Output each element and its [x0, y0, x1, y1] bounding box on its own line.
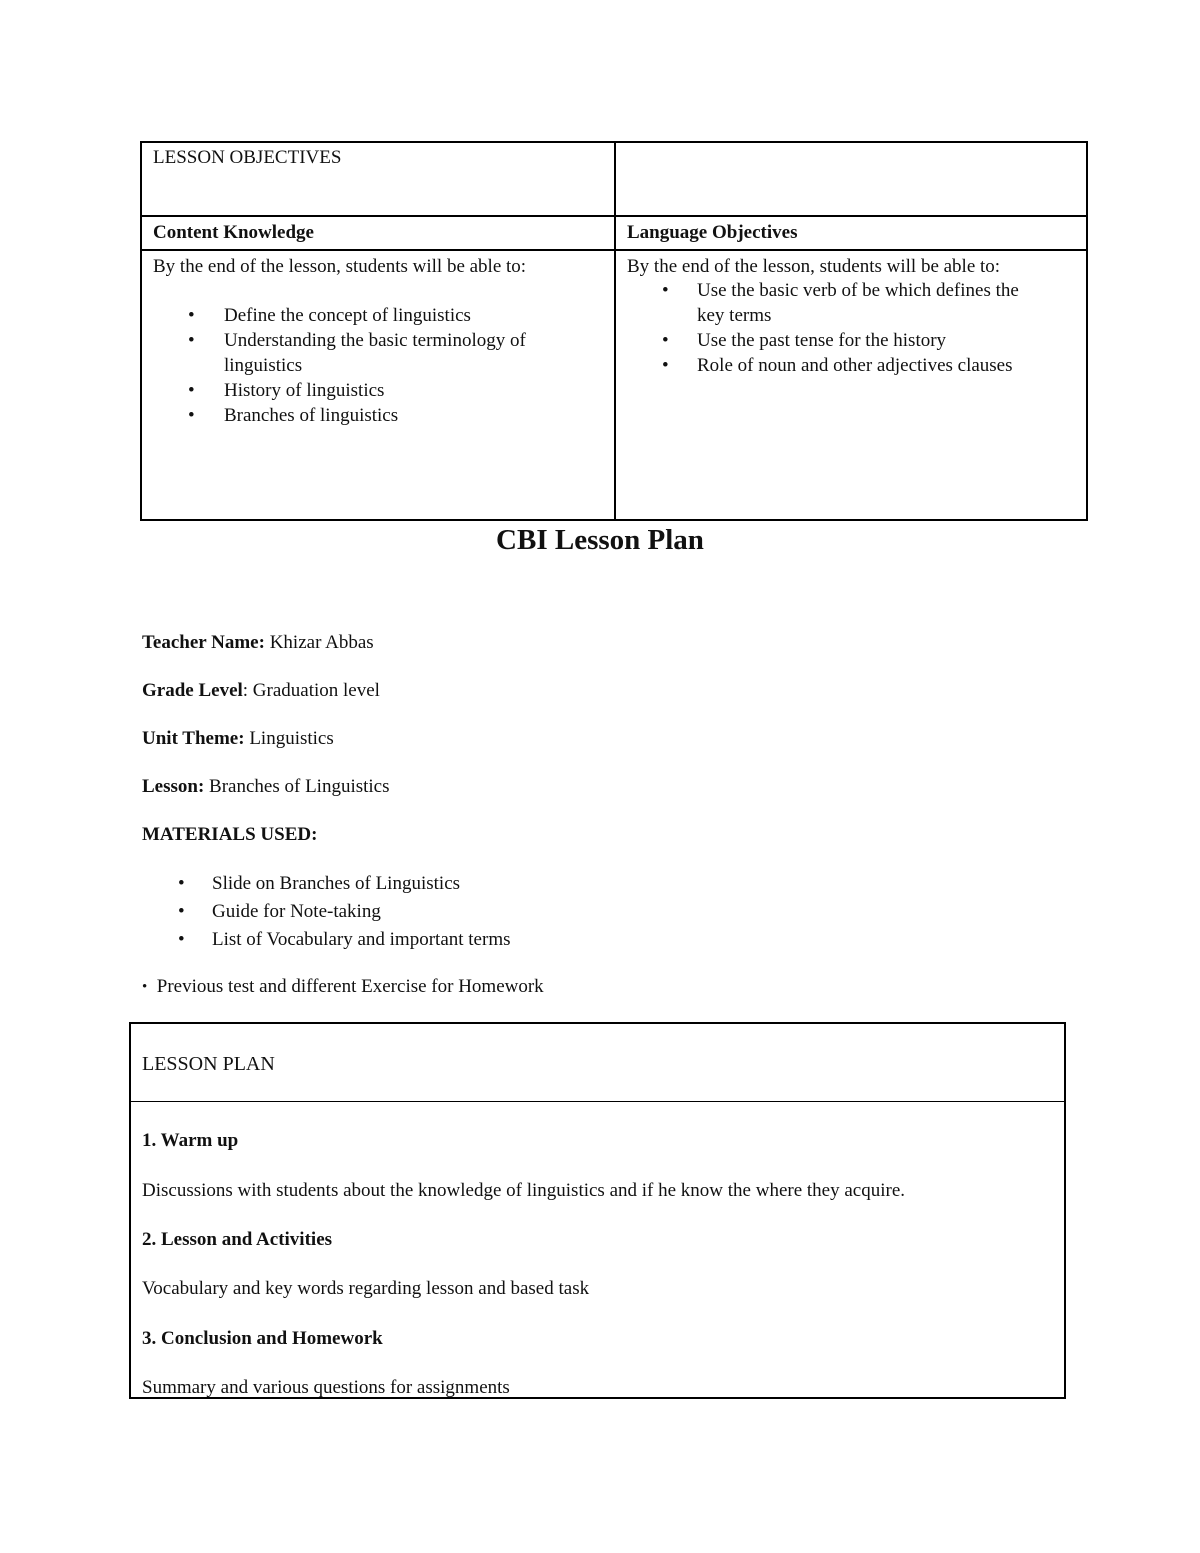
conclusion-heading: 3. Conclusion and Homework — [142, 1328, 383, 1349]
teacher-name-field — [142, 631, 374, 655]
materials-heading: MATERIALS USED: — [142, 824, 318, 845]
grade-level-field — [142, 679, 380, 703]
unit-theme-label: Unit Theme: — [142, 728, 245, 749]
conclusion-text: Summary and various questions for assignments — [142, 1377, 510, 1398]
lesson-plan-header: LESSON PLAN — [142, 1053, 275, 1075]
materials-extra-item: • Previous test and different Exercise for Homework — [142, 976, 544, 997]
list-item: • Slide on Branches of Linguistics — [178, 873, 461, 894]
lesson-activities-text: Vocabulary and key words regarding lesson and based task — [142, 1278, 590, 1299]
content-knowledge-heading: Content Knowledge — [153, 222, 314, 243]
lesson-objectives-table — [140, 141, 1088, 521]
list-item: key terms — [697, 305, 772, 326]
list-item: • Branches of linguistics — [188, 405, 399, 426]
lesson-field — [142, 775, 390, 799]
page-title: CBI Lesson Plan — [496, 524, 704, 556]
list-item: • Guide for Note-taking — [178, 901, 381, 922]
list-item: linguistics — [224, 355, 303, 376]
lesson-label: Lesson: — [142, 776, 205, 797]
unit-theme-value: Linguistics — [244, 728, 334, 749]
content-objectives-list — [188, 303, 604, 428]
materials-list — [178, 870, 812, 954]
table-column-divider — [614, 143, 616, 519]
grade-level-value: : Graduation level — [242, 680, 380, 701]
list-item: • List of Vocabulary and important terms — [178, 929, 511, 950]
lesson-objectives-header: LESSON OBJECTIVES — [153, 147, 342, 168]
list-item: • Use the basic verb of be which defines the — [662, 280, 1019, 301]
list-item: • Use the past tense for the history — [662, 330, 947, 351]
content-intro-text: By the end of the lesson, students will be able to: — [153, 256, 527, 277]
lesson-plan-box — [129, 1022, 1066, 1399]
list-item: • Define the concept of linguistics — [188, 305, 471, 326]
language-objectives-heading: Language Objectives — [627, 222, 798, 243]
grade-level-label: Grade Level — [142, 680, 243, 701]
unit-theme-field — [142, 727, 334, 751]
list-item: • Understanding the basic terminology of — [188, 330, 526, 351]
table-row-divider — [142, 249, 1086, 251]
list-item: • Role of noun and other adjectives clauses — [662, 355, 1013, 376]
warm-up-heading: 1. Warm up — [142, 1130, 239, 1151]
bullet-icon: • — [142, 979, 148, 995]
lesson-value: Branches of Linguistics — [204, 776, 390, 797]
teacher-name-value: Khizar Abbas — [264, 632, 374, 653]
warm-up-text: Discussions with students about the knowledge of linguistics and if he know the where they acquire. — [142, 1180, 906, 1201]
table-row-divider — [142, 215, 1086, 217]
lesson-plan-divider — [131, 1101, 1064, 1102]
lesson-activities-heading: 2. Lesson and Activities — [142, 1229, 333, 1250]
teacher-name-label: Teacher Name: — [142, 632, 265, 653]
list-item: • History of linguistics — [188, 380, 385, 401]
language-intro-text: By the end of the lesson, students will be able to: — [627, 256, 1001, 277]
language-objectives-list — [662, 278, 1082, 378]
